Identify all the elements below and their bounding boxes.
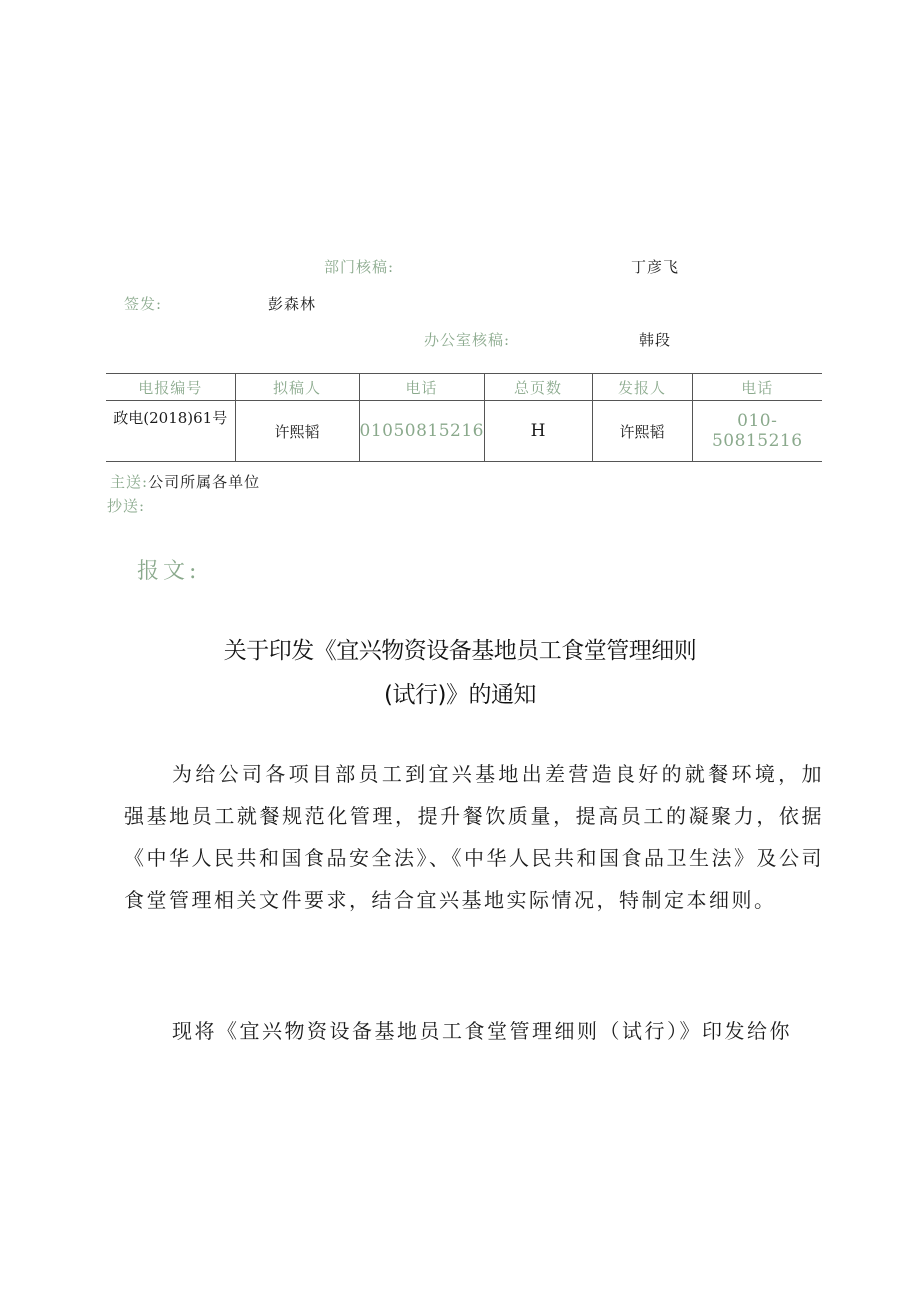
cell-telegram-number: 政电(2018)61号 <box>106 401 235 462</box>
header-telegram-number: 电报编号 <box>106 374 235 401</box>
header-phone: 电话 <box>359 374 484 401</box>
header-total-pages: 总页数 <box>484 374 592 401</box>
cell-sender-phone: 010-50815216 <box>692 401 822 462</box>
cell-total-pages: H <box>484 401 592 462</box>
cell-sender: 许熙韬 <box>592 401 692 462</box>
cc-label: 抄送: <box>107 497 146 515</box>
main-recipient-line <box>110 471 260 492</box>
document-title-line1: 关于印发《宜兴物资设备基地员工食堂管理细则 <box>223 638 697 664</box>
table-row <box>106 401 822 462</box>
cell-phone: 01050815216 <box>359 401 484 462</box>
header-sender: 发报人 <box>592 374 692 401</box>
header-sender-phone: 电话 <box>692 374 822 401</box>
document-title-line2: (试行)》的通知 <box>384 682 536 708</box>
body-paragraph-2: 现将《宜兴物资设备基地员工食堂管理细则（试行）》印发给你 <box>172 1019 792 1043</box>
main-recipient-value: 公司所属各单位 <box>148 473 261 491</box>
issuer-label: 签发: <box>124 295 163 313</box>
dept-review-label: 部门核稿: <box>324 258 395 276</box>
telegram-info-table <box>106 373 822 462</box>
cell-drafter: 许熙韬 <box>235 401 359 462</box>
body-paragraph-1: 为给公司各项目部员工到宜兴基地出差营造良好的就餐环境，加强基地员工就餐规范化管理，提升餐饮质量，提高员工的凝聚力，依据《中华人民共和国食品安全法》、《中华人民共和国食品卫生法》及公司食堂管理相关文件要求，结合宜兴基地实际情况，特制定本细则。 <box>124 762 824 912</box>
table-header-row <box>106 374 822 401</box>
dept-review-value: 丁彦飞 <box>631 258 680 276</box>
issuer-value: 彭森林 <box>268 295 317 313</box>
office-review-value: 韩段 <box>639 331 672 349</box>
header-drafter: 拟稿人 <box>235 374 359 401</box>
report-label: 报文: <box>137 559 201 584</box>
office-review-label: 办公室核稿: <box>424 331 511 349</box>
main-recipient-label: 主送: <box>110 473 149 491</box>
